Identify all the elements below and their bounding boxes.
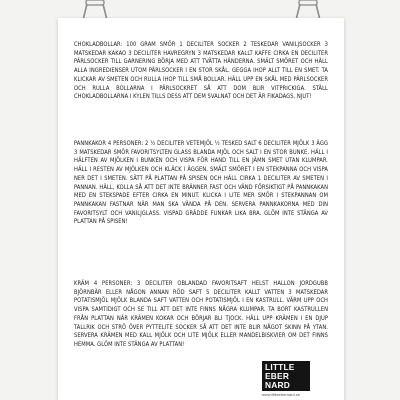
brand-logo: [262, 361, 310, 397]
logo-line-1: LITTLE: [265, 362, 295, 372]
logo-url: www.littleebernard.se: [262, 392, 301, 397]
logo-line-2: EBER: [265, 371, 290, 381]
recipe-poster: [58, 18, 344, 400]
recipe-pannkakor: PANNKAKOR 4 PERSONER: 2 ½ DECILITER VETEMJÖL ½ TESKED SALT 6 DECILITER MJÖLK 3 ÄGG 3 MATSKEDAR SMÖR FAVORITSYLTEN GLASS BLANDA MJÖL OCH SALT I EN STOR BUNKE. HÄLL I HÄLFTEN AV MJÖLKEN I BUNKEN OCH VISPA FÖR HAND TILL EN JÄMN SMET UTAN KLUMPAR. HÄLL I RESTEN AV MJÖLKEN OCH KLÄCK I ÄGGEN. SMÄLT SMÖRET I EN STEKPANNA OCH VISPA NER DET I SMETEN. SÄTT PÅ PLATTAN PÅ SPISEN OCH HÄLL CIRKA 1 DECILITER AV SMETEN I PANNAN. HÄLL, KOLLA SÅ ATT DET INTE BRÄNNER FAST OCH VÄND FÖRSIKTIGT PÅ PANNKAKAN MED EN STEKSPADE EFTER CIRKA EN MINUT. KLICKA I LITE MER SMÖR I STEKPANNAN OM PANNKAKAN FASTNAR NÄR MAN SKA VÄNDA PÅ DEN. SERVERA PANNKAKORNA MED DIN FAVORITSYLT OCH VANILJGLASS. VISPAD GRÄDDE FUNKAR LIKA BRA. GLÖM INTE STÄNGA AV PLATTAN PÅ SPISEN!: [74, 141, 328, 226]
recipe-kram: KRÄM 4 PERSONER: 3 DECILITER OBLANDAD FAVORITSAFT HELST HALLON JORDGUBB BJÖRNBÄR ELLER NÅGON ANNAN RÖD SAFT 5 DECILITER KALLT VATTEN 3 MATSKEDAR POTATISMJÖL MJÖLK BLANDA SAFT VATTEN OCH POTATISMJÖL I EN KASTRULL. VÄRM UPP OCH VISPA SAMTIDIGT OCH SE TILL ATT DET INTE FINNS NÅGRA KLUMPAR. TA BORT KASTRULLEN FRÅN PLATTAN NÄR KRÄMEN KOKAR OCH BÖRJAR BLI TJOCK. HÄLL UPP KRÄMEN I EN DJUP TALLRIK OCH STRÖ ÖVER PYTTELITE SOCKER SÅ ATT DET INTE BLIR NÅGOT SKINN PÅ YTAN. SERVERA KRÄMEN MED KALL MJÖLK OCH LITE MJÖLK ELLER MANDELBISKVIER OM DET FINNS HEMMA. GLÖM INTE STÄNGA AV PLATTAN!: [74, 281, 328, 348]
logo-line-3: NARD: [265, 380, 290, 390]
logo-box: [262, 361, 310, 391]
recipe-chokladbollar: CHOKLADBOLLAR: 100 GRAM SMÖR 1 DECILITER SOCKER 2 TESKEDAR VANILJSOCKER 3 MATSKEDAR KAKAO 3 DECILITER HAVREGRYN 3 MATSKEDAR KALLT KAFFE CIRKA EN DECILITER PÄRLSOCKER TILL GARNERING BÖRJA MED ATT TVÄTTA HÄNDERNA. SMÄLT SMÖRET OCH HÄLL ALLA INGREDIENSER UTOM PÄRLSOCKER I EN STOR SKÅL. GEGGA IHOP ALLT TILL EN SMET. TA KLICKAR AV SMETEN OCH RULLA IHOP TILL SMÅ BOLLAR. HÄLL UPP EN SKÅL MED PÄRLSOCKER OCH RULLA BOLLARNA I PÄRLSOCKRET SÅ ATT DOM BLIR VITPRICKIGA. STÄLL CHOKLADBOLLARNA I KYLEN TILLS DESS ATT DEM SVALNAT OCH DET ÄR FIKADAGS. NJUT!: [74, 42, 328, 101]
